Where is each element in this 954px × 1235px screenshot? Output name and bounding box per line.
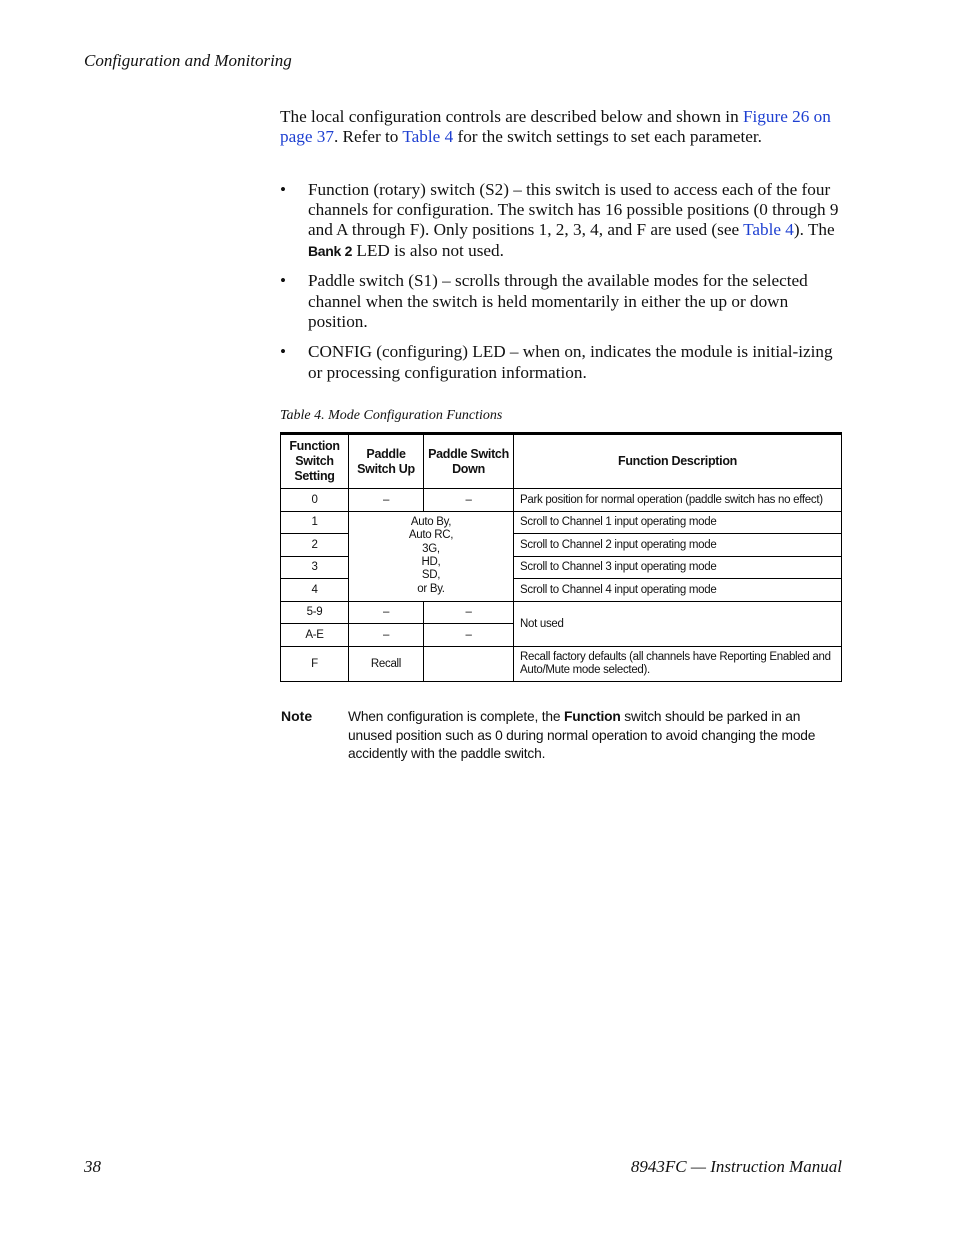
merged-paddle-cell (349, 511, 514, 601)
footer-manual-title: 8943FC — Instruction Manual (630, 1157, 842, 1176)
note-text (348, 708, 828, 764)
mode-option: Auto RC, (408, 529, 454, 542)
table-cell: – (349, 601, 424, 624)
bullet-icon: • (280, 342, 287, 362)
bullet-icon: • (280, 271, 287, 291)
table-cell: – (349, 489, 424, 512)
bullet-icon: • (280, 180, 287, 199)
list-item (280, 342, 842, 382)
table-cell: Scroll to Channel 3 input operating mode (514, 556, 842, 579)
note-text-part: When configuration is complete, the (348, 709, 564, 724)
table-cell: 0 (281, 489, 349, 512)
list-item (280, 271, 842, 332)
bank-2-label: Bank 2 (308, 242, 353, 259)
table-cell: 2 (281, 534, 349, 557)
function-switch-label: Function (563, 709, 621, 724)
intro-text: . Refer to (333, 127, 403, 147)
running-header: Configuration and Monitoring (84, 51, 292, 70)
table-cell (424, 646, 514, 681)
list-item-text: ). The (793, 220, 835, 240)
column-header: Paddle Switch Up (349, 434, 424, 489)
list-item-text: Function (rotary) switch (S2) – this switch is used to access each of the four channels for configuration. The switch has 16 possible positions (0 through 9 and A through F). Only positions 1, 2, 3, 4, and F are used (see (308, 180, 839, 240)
figure-link[interactable]: Figure 26 on page 37 (280, 107, 831, 147)
list-item (280, 180, 842, 261)
mode-option: Auto By, (410, 516, 452, 529)
note-label: Note (281, 708, 313, 724)
mode-option: SD, (421, 569, 441, 582)
table-cell: F (281, 646, 349, 681)
table-row (281, 511, 842, 534)
column-header: Paddle Switch Down (424, 434, 514, 489)
table-cell: 5-9 (281, 601, 349, 624)
table-header-row (281, 434, 842, 489)
table-cell: 1 (281, 511, 349, 534)
table-cell: – (424, 601, 514, 624)
list-item-text: LED is also not used. (352, 240, 504, 260)
table-cell: 4 (281, 579, 349, 602)
mode-configuration-table (280, 432, 842, 682)
controls-list (280, 180, 842, 393)
table-row (281, 601, 842, 624)
table-row (281, 489, 842, 512)
table-cell: Park position for normal operation (paddle switch has no effect) (514, 489, 842, 512)
merged-description-cell: Not used (514, 601, 842, 646)
table-cell: 3 (281, 556, 349, 579)
table-cell: – (424, 489, 514, 512)
table-cell: Recall (349, 646, 424, 681)
table-link[interactable]: Table 4 (402, 127, 454, 147)
table-cell: Scroll to Channel 4 input operating mode (514, 579, 842, 602)
table-cell: – (424, 624, 514, 647)
intro-text: for the switch settings to set each parameter. (453, 127, 762, 147)
list-item-text: Paddle switch (S1) – scrolls through the available modes for the selected channel when the switch is held momentarily in either the up or down position. (308, 271, 808, 331)
table-cell: Scroll to Channel 1 input operating mode (514, 511, 842, 534)
list-item-text: CONFIG (configuring) LED – when on, indicates the module is initial-izing or processing configuration information. (308, 342, 833, 382)
page-number: 38 (84, 1157, 101, 1176)
table-cell: Recall factory defaults (all channels have Reporting Enabled and Auto/Mute mode selected). (514, 646, 842, 681)
intro-text: The local configuration controls are described below and shown in (280, 107, 743, 126)
table-caption: Table 4. Mode Configuration Functions (280, 408, 503, 423)
table-cell: Scroll to Channel 2 input operating mode (514, 534, 842, 557)
mode-option: or By. (417, 582, 445, 595)
table-row (281, 646, 842, 681)
column-header: Function Switch Setting (281, 434, 349, 489)
table-cell: – (349, 624, 424, 647)
table-link[interactable]: Table 4 (743, 220, 794, 240)
mode-option: 3G, (422, 542, 440, 555)
intro-paragraph (280, 107, 842, 148)
mode-option: HD, (421, 556, 441, 568)
note-text-part: switch should be parked in an unused position such as 0 during normal operation to avoid changing the mode accidently with the paddle switch. (348, 709, 816, 761)
column-header: Function Description (514, 434, 842, 489)
table-cell: A-E (281, 624, 349, 647)
